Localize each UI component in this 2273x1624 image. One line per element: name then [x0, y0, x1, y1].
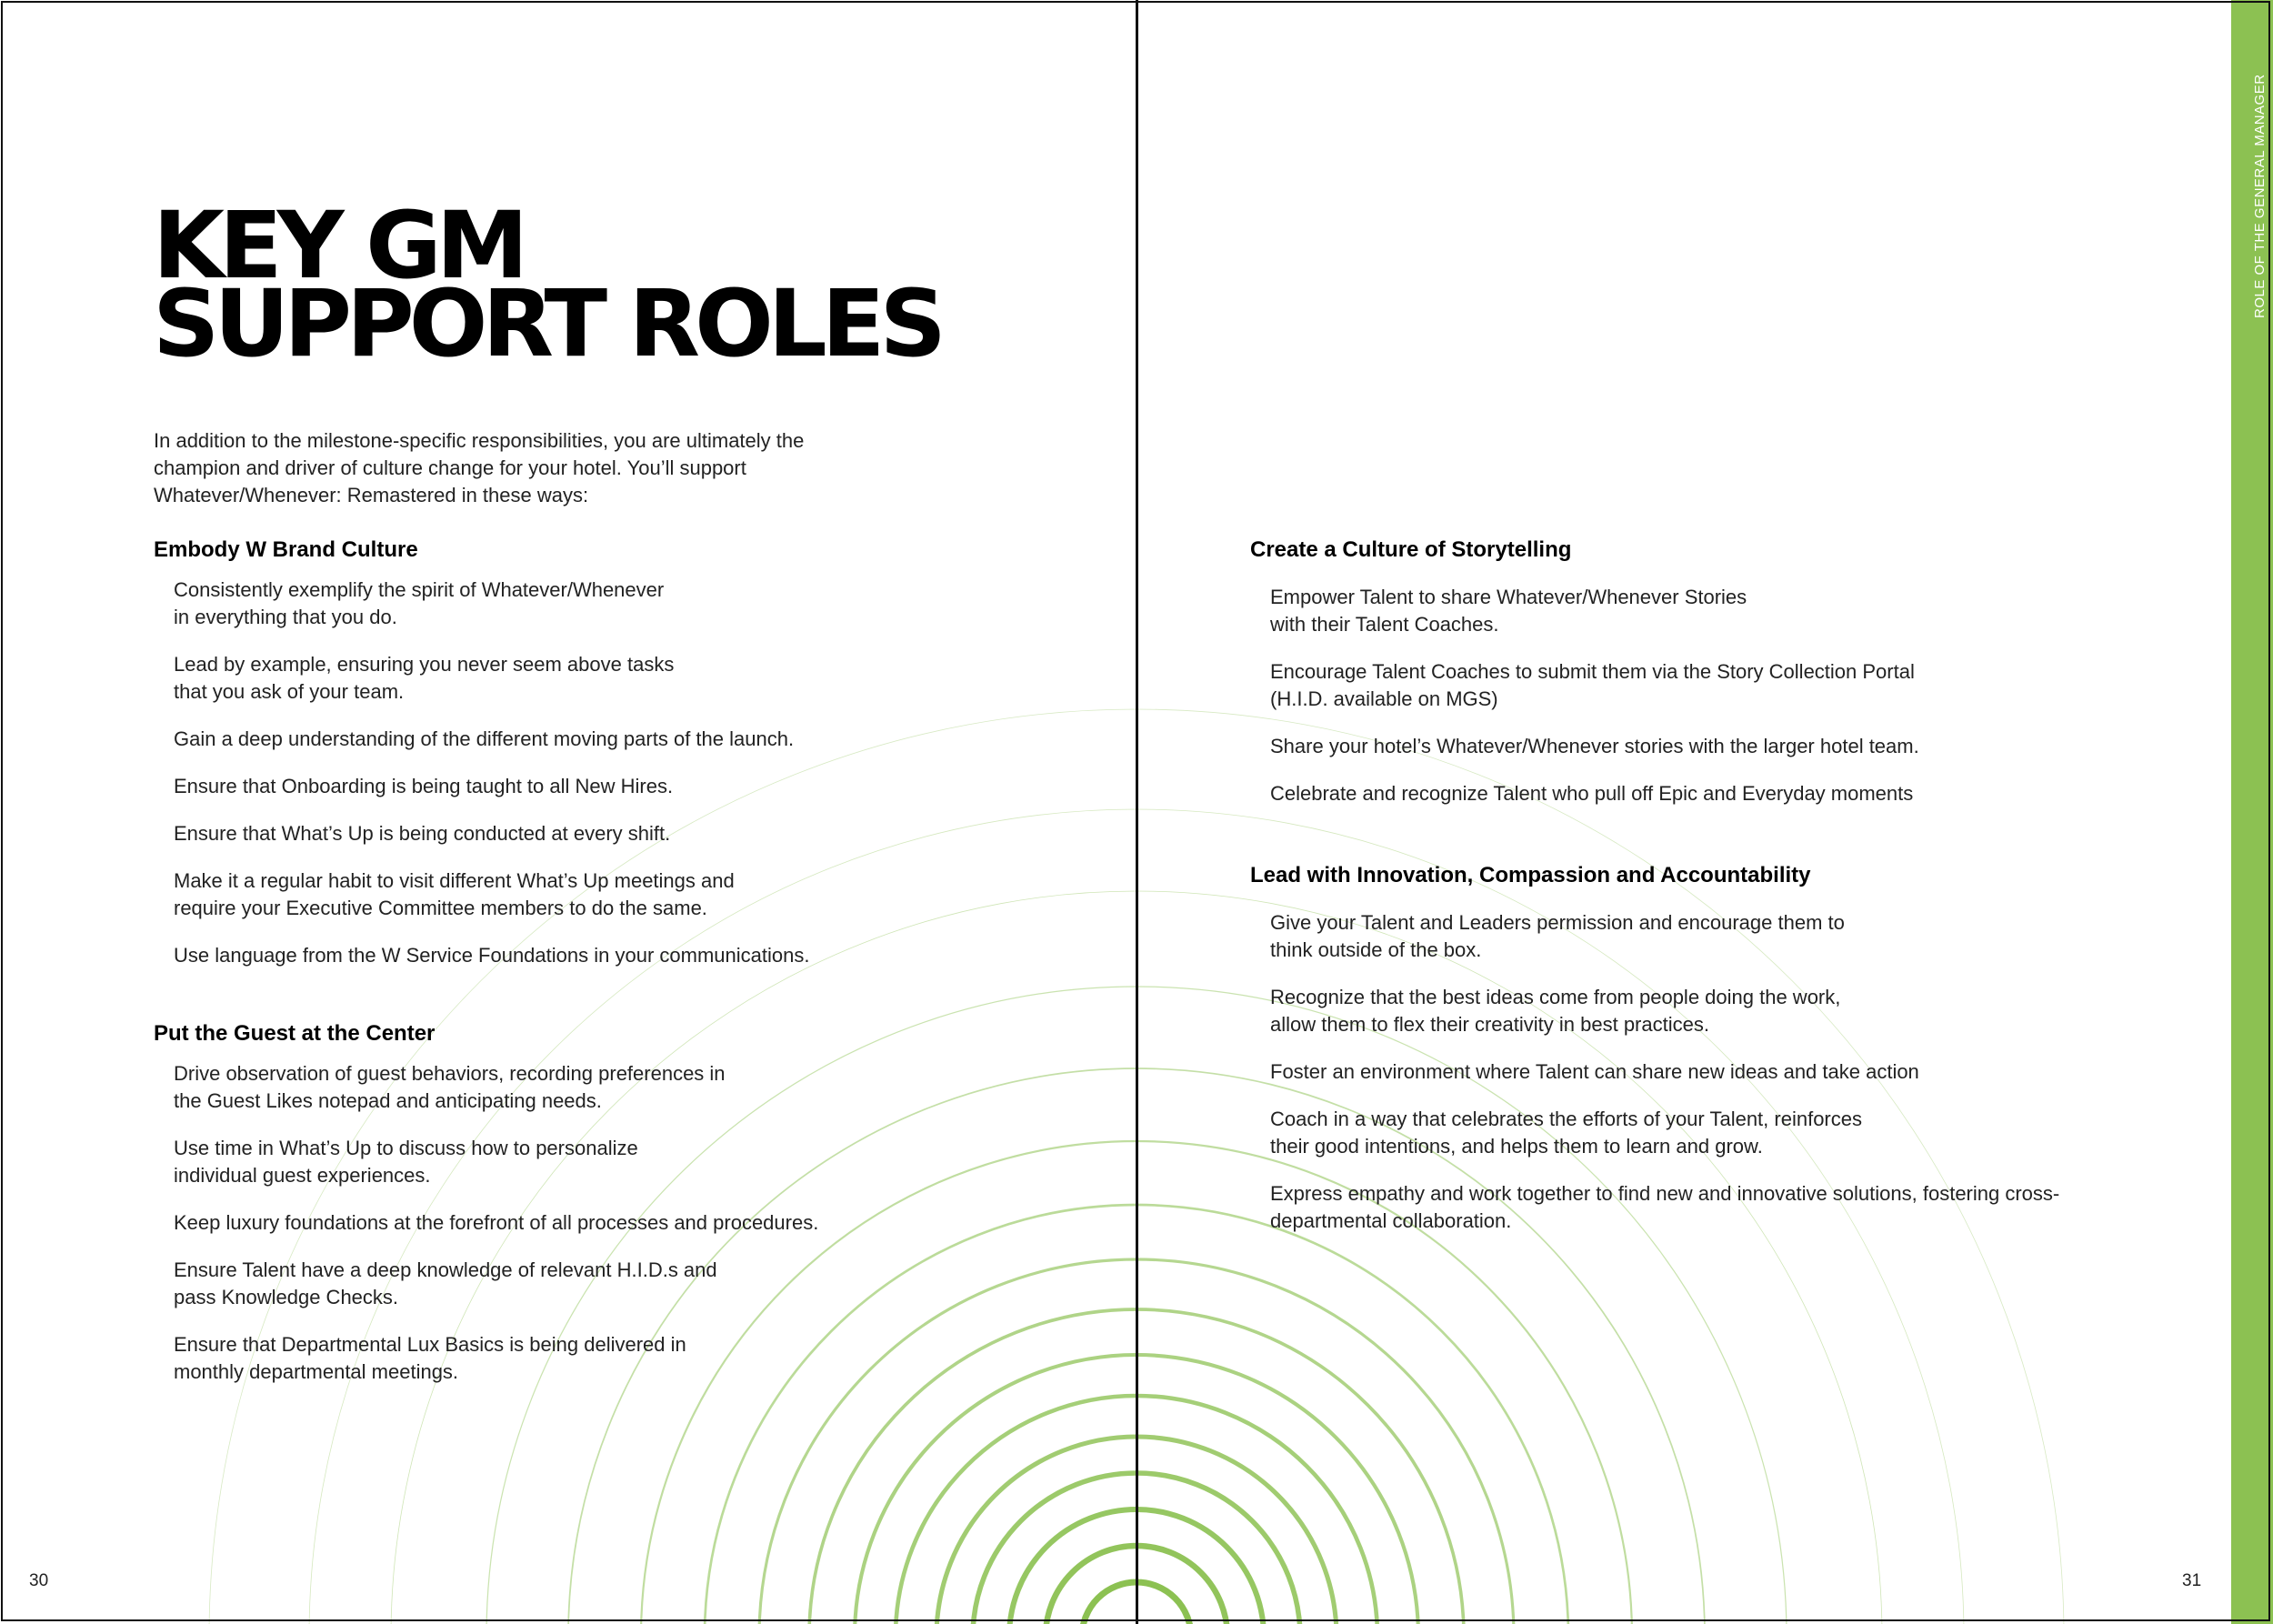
list-item: Gain a deep understanding of the different moving parts of the launch. [174, 727, 795, 750]
page-gutter-divider [1136, 0, 1138, 1624]
section-heading: Embody W Brand Culture [154, 537, 418, 562]
list-item: Ensure that What’s Up is being conducted at every shift. [174, 822, 671, 845]
list-item: Consistently exemplify the spirit of Whatever/Whenever in everything that you do. [174, 578, 665, 628]
list-item: Make it a regular habit to visit different What’s Up meetings and require your Executive Committee members to do the same. [174, 869, 735, 919]
list-item: Keep luxury foundations at the forefront of all processes and procedures. [174, 1211, 819, 1234]
section-embody-brand-culture [154, 536, 863, 989]
section-list [1250, 909, 2087, 1235]
list-item: Ensure that Departmental Lux Basics is being delivered in monthly departmental meetings. [174, 1333, 686, 1383]
list-item: Encourage Talent Coaches to submit them via the Story Collection Portal (H.I.D. available on MGS) [1270, 660, 1915, 710]
section-heading: Put the Guest at the Center [154, 1021, 436, 1046]
list-item: Coach in a way that celebrates the efforts of your Talent, reinforces their good intentions, and helps them to learn and grow. [1270, 1108, 1862, 1158]
section-list [154, 1060, 863, 1386]
list-item: Celebrate and recognize Talent who pull off Epic and Everyday moments [1270, 782, 1914, 805]
list-item: Foster an environment where Talent can share new ideas and take action [1270, 1060, 1919, 1083]
page-number-left: 30 [29, 1571, 49, 1590]
list-item: Express empathy and work together to find new and innovative solutions, fostering cross-departmental collaboration. [1270, 1182, 2060, 1232]
section-guest-at-center [154, 1020, 863, 1406]
list-item: Give your Talent and Leaders permission and encourage them to think outside of the box. [1270, 911, 1845, 961]
section-culture-of-storytelling [1250, 536, 2087, 827]
list-item: Use time in What’s Up to discuss how to personalize individual guest experiences. [174, 1137, 638, 1187]
title-line-2: SUPPORT ROLES [153, 270, 941, 378]
section-innovation-compassion-accountability [1250, 862, 2087, 1255]
page-number-right: 31 [2182, 1571, 2202, 1590]
list-item: Empower Talent to share Whatever/Whenever Stories with their Talent Coaches. [1270, 586, 1747, 636]
section-list [154, 576, 863, 969]
section-heading: Lead with Innovation, Compassion and Accountability [1250, 863, 1811, 887]
list-item: Use language from the W Service Foundations in your communications. [174, 944, 810, 967]
list-item: Share your hotel’s Whatever/Whenever stories with the larger hotel team. [1270, 735, 1919, 757]
list-item: Ensure Talent have a deep knowledge of relevant H.I.D.s and pass Knowledge Checks. [174, 1258, 717, 1308]
side-section-label: ROLE OF THE GENERAL MANAGER [2252, 74, 2268, 318]
intro-paragraph: In addition to the milestone-specific responsibilities, you are ultimately the champion and driver of culture change for your hotel. You’ll support Whatever/Whenever: Remastered in these ways: [154, 429, 805, 506]
list-item: Recognize that the best ideas come from people doing the work, allow them to flex their creativity in best practices. [1270, 986, 1841, 1036]
section-heading: Create a Culture of Storytelling [1250, 537, 1572, 562]
list-item: Ensure that Onboarding is being taught to all New Hires. [174, 775, 674, 797]
list-item: Lead by example, ensuring you never seem above tasks that you ask of your team. [174, 653, 675, 703]
list-item: Drive observation of guest behaviors, recording preferences in the Guest Likes notepad and anticipating needs. [174, 1062, 726, 1112]
title-line-1: KEY GM [153, 192, 524, 300]
section-list [1250, 584, 2087, 807]
page-title [153, 192, 941, 378]
